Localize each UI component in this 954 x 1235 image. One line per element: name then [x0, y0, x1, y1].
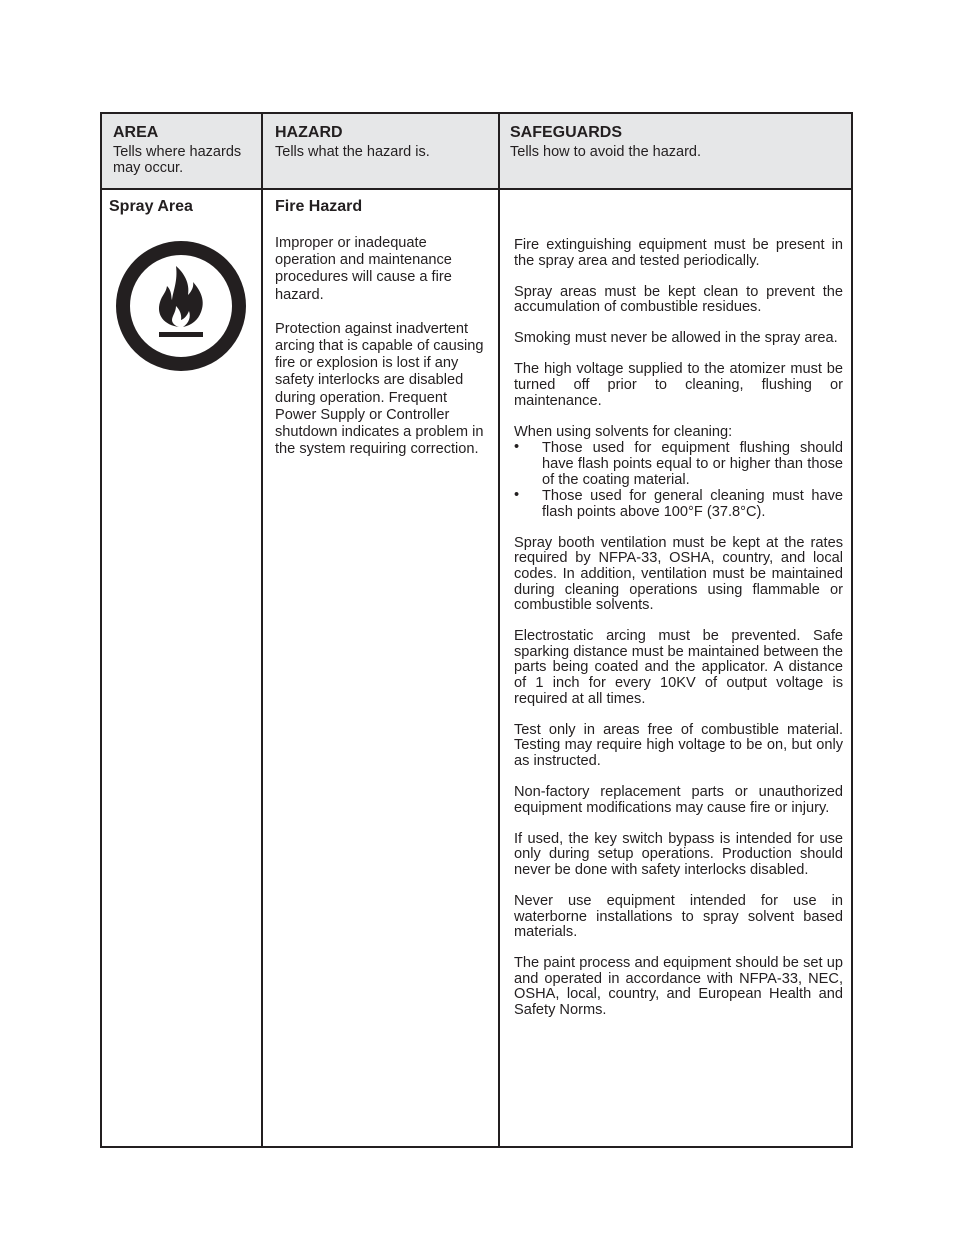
safeguard-paragraph: Electrostatic arcing must be prevented. Safe sparking distance must be maintained between the parts being coated and the applicator. A distance of 1 inch for every 10KV of output voltage is required at all times. — [514, 628, 843, 707]
safeguard-paragraph: The paint process and equipment should be set up and operated in accordance with NFPA-33, NEC, OSHA, local, country, and European Health and Safety Norms. — [514, 955, 843, 1019]
list-item: • Those used for general cleaning must have flash points above 100°F (37.8°C). — [514, 487, 843, 520]
list-item: • Those used for equipment flushing should have flash points equal to or higher than those of the coating material. — [514, 439, 843, 488]
hazard-table — [100, 112, 853, 1148]
safeguard-paragraph: The high voltage supplied to the atomizer must be turned off prior to cleaning, flushing or maintenance. — [514, 361, 843, 409]
safeguard-paragraph: Never use equipment intended for use in waterborne installations to spray solvent based materials. — [514, 893, 843, 941]
hazard-header-title: HAZARD — [275, 124, 343, 141]
solvent-bullet-list — [514, 441, 843, 520]
column-divider — [498, 114, 500, 1146]
fire-hazard-icon — [114, 239, 248, 373]
hazard-header-subtitle: Tells what the hazard is. — [275, 144, 430, 160]
area-header-title: AREA — [113, 124, 159, 141]
bullet-icon: • — [514, 487, 520, 504]
area-label: Spray Area — [109, 198, 193, 215]
safeguards-header-title: SAFEGUARDS — [510, 124, 623, 141]
table-header — [102, 114, 851, 190]
hazard-paragraph: Improper or inadequate operation and maintenance procedures will cause a fire hazard. — [275, 235, 452, 303]
hazard-description — [275, 235, 490, 475]
safeguard-paragraph: When using solvents for cleaning: — [514, 423, 733, 440]
safeguard-paragraph: Spray booth ventilation must be kept at the rates required by NFPA-33, OSHA, country, and local codes. In addition, ventilation must be maintained during cleaning operations using flammable or combustible solvents. — [514, 534, 843, 614]
safeguard-paragraph: Spray areas must be kept clean to prevent the accumulation of combustible residues. — [514, 283, 843, 316]
hazard-title: Fire Hazard — [275, 198, 363, 215]
bullet-icon: • — [514, 439, 520, 456]
safeguard-paragraph: Fire extinguishing equipment must be present in the spray area and tested periodically. — [514, 237, 843, 269]
safeguards-header-subtitle: Tells how to avoid the hazard. — [510, 144, 702, 160]
hazard-paragraph: Protection against inadvertent arcing that is capable of causing fire or explosion is lost if any safety interlocks are disabled during operation. Frequent Power Supply or Controller shutdown indicates a problem in the system requiring correction. — [275, 320, 484, 458]
safeguard-paragraph: Non-factory replacement parts or unauthorized equipment modifications may cause fire or injury. — [514, 784, 843, 816]
safeguard-paragraph: Smoking must never be allowed in the spray area. — [514, 330, 838, 347]
column-divider — [261, 114, 263, 1146]
area-header-subtitle: Tells where hazards may occur. — [113, 144, 242, 176]
safeguards-list — [514, 238, 843, 1034]
safeguard-paragraph: Test only in areas free of combustible material. Testing may require high voltage to be on, but only as instructed. — [514, 721, 843, 769]
safeguard-paragraph: If used, the key switch bypass is intended for use only during setup operations. Production should never be done with safety interlocks disabled. — [514, 830, 843, 878]
